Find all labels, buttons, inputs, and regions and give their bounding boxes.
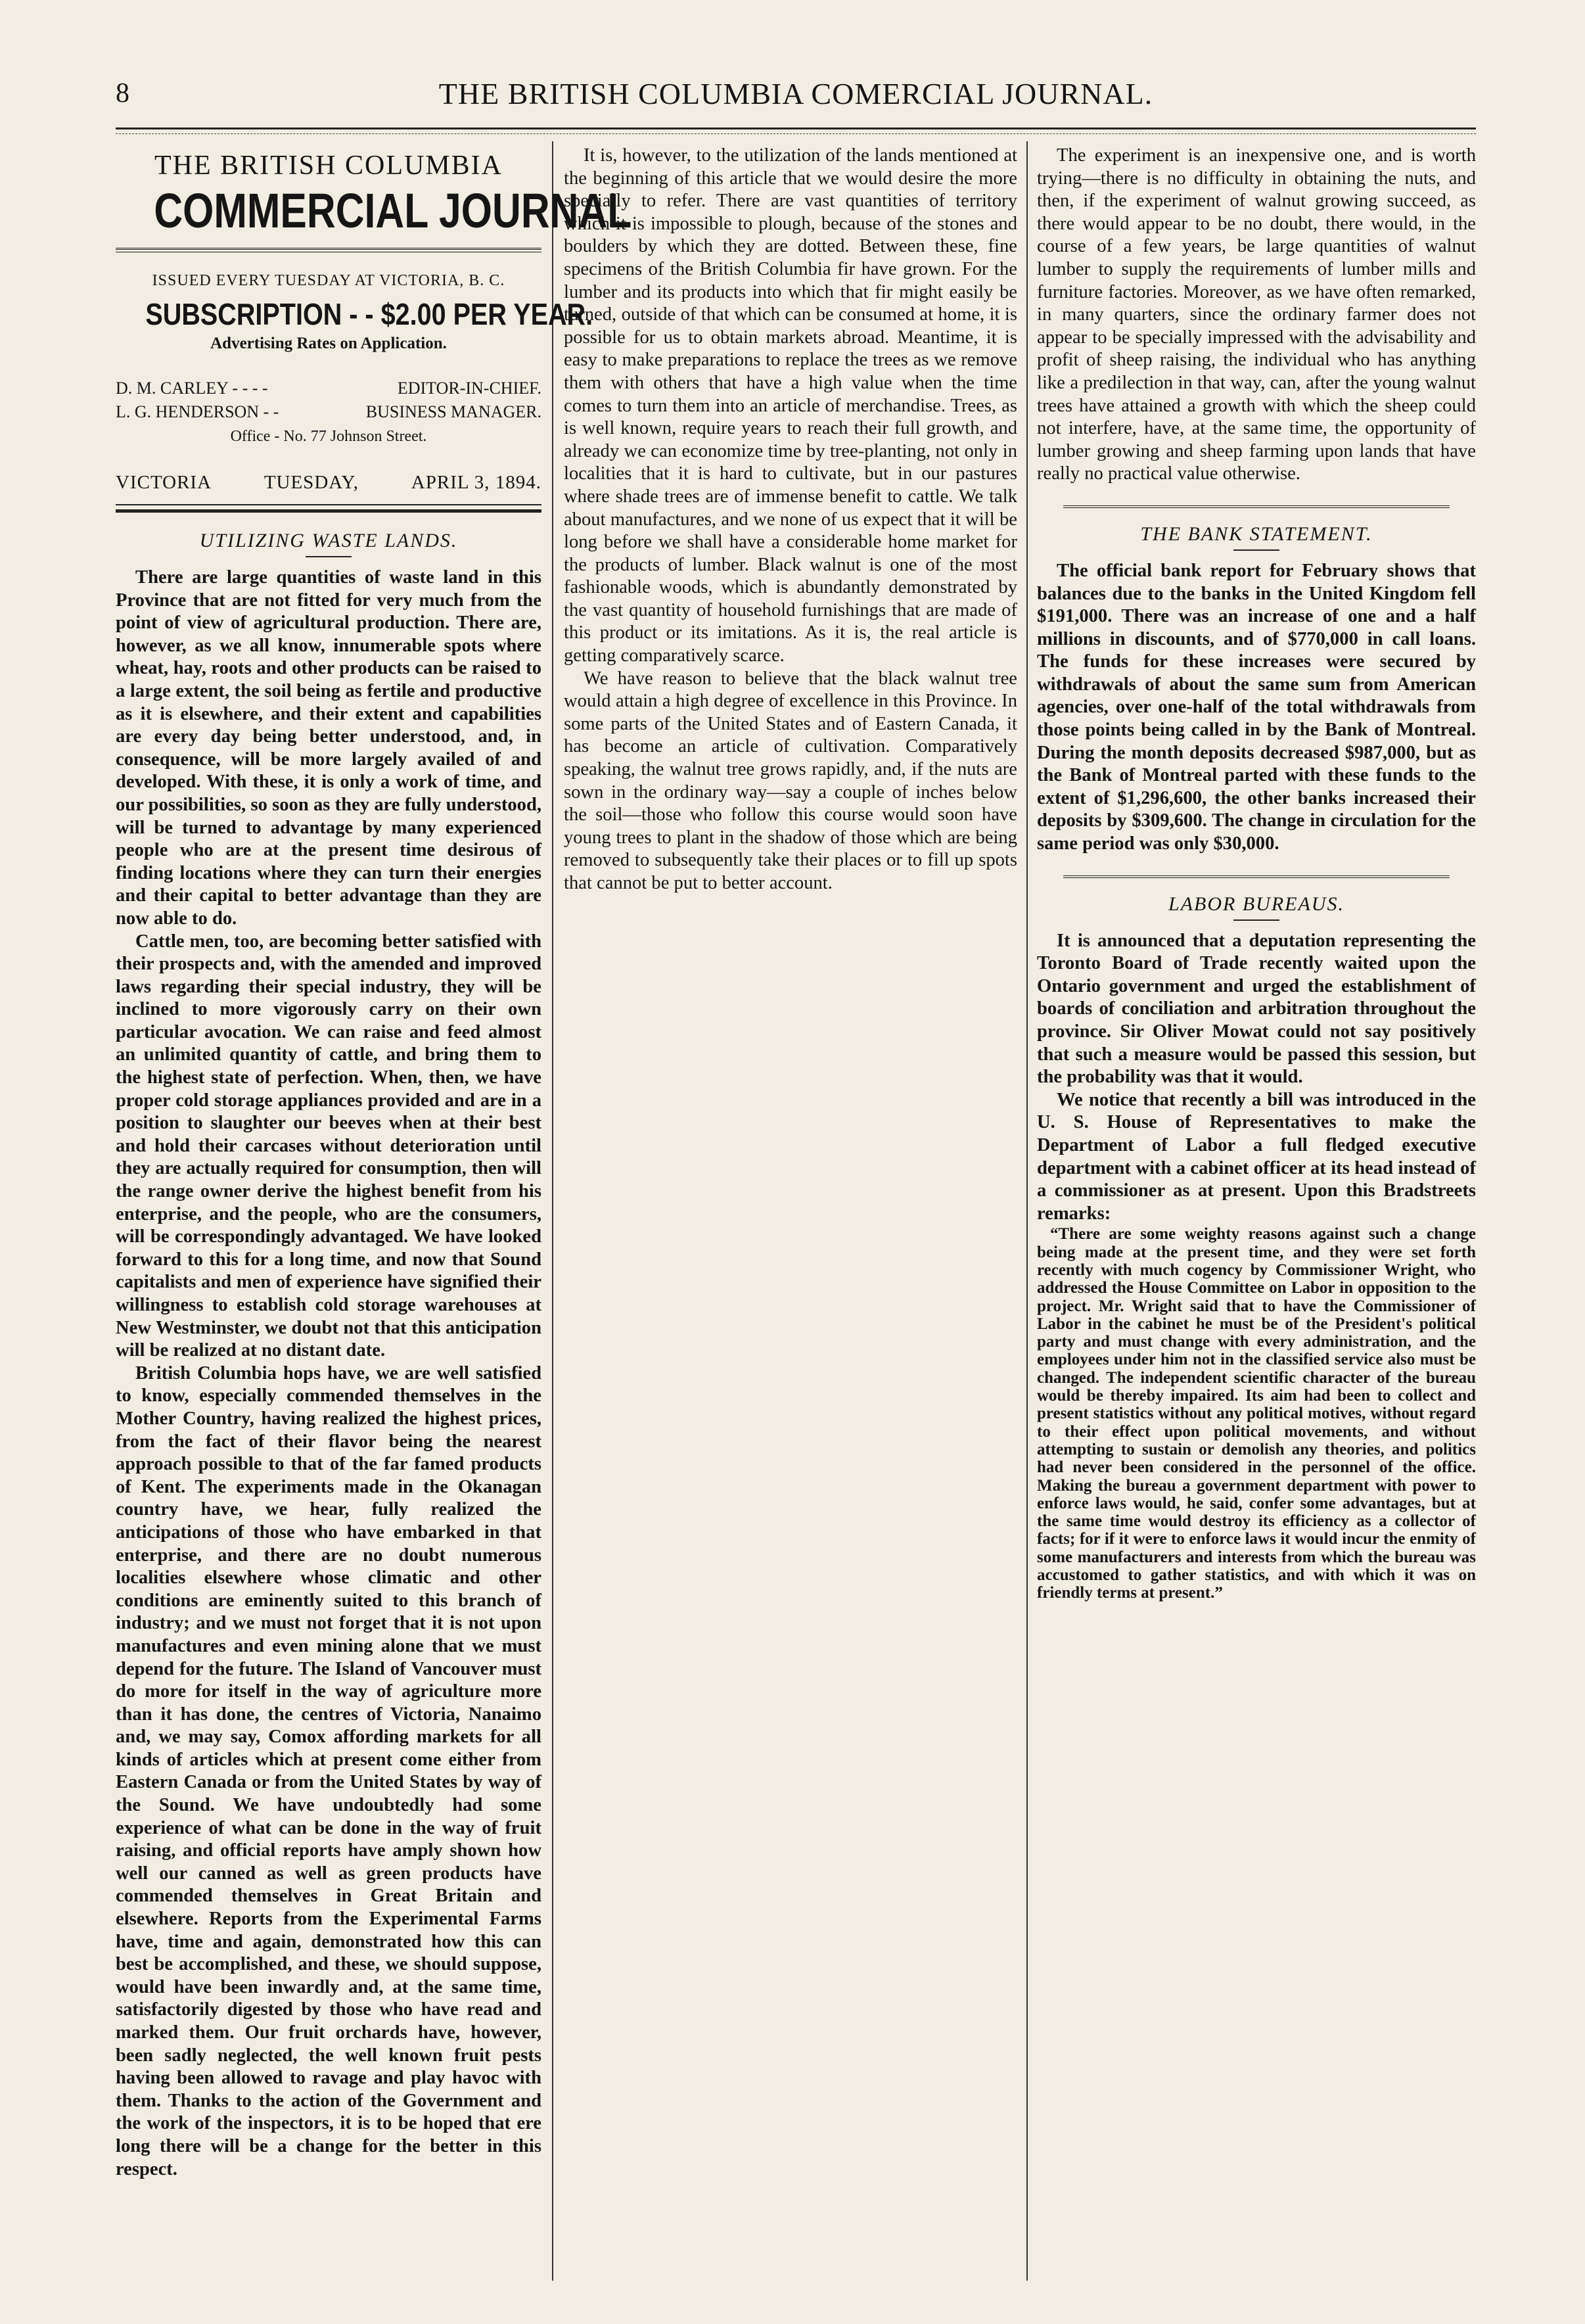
article-paragraph: Cattle men, too, are becoming better satisfied with their prospects and, with the amended and improved laws regarding their special industry, they will be inclined to more vigorously carry on their own particular avocation. We can raise and feed almost an unlimited quantity of cattle, and bring them to the highest state of perfection. When, then, we have proper cold storage appliances provided and are in a position to slaughter our beeves when at their best and hold their carcases without deterioration until they are actually required for consumption, then will the range owner derive the highest benefit from his enterprise, and the people, who are the consumers, will be correspondingly advantaged. We have looked forward to this for a long time, and now that Sound capitalists and men of experience have signified their willingness to establish cold storage warehouses at New Westminster, we doubt not that this anticipation will be realized at no distant date. [116, 931, 541, 1361]
article-paragraph: We have reason to believe that the black walnut tree would attain a high degree of excellence in this Province. In some parts of the United States and of Eastern Canada, it has become an article of cultivation. Comparatively speaking, the walnut tree grows rapidly, and, if the nuts are sown in the ordinary way—say a couple of inches below the soil—those who follow this course would soon have young trees to plant in the shadow of those which are being removed to subsequently take their places or to fill up spots that cannot be put to better account. [564, 668, 1017, 893]
column-1 [116, 145, 632, 2277]
running-title: THE BRITISH COLUMBIA COMERCIAL JOURNAL. [438, 77, 1153, 110]
column-rule [552, 141, 553, 2281]
article-paragraph: British Columbia hops have, we are well satisfied to know, especially commended themselves in the Mother Country, having realized the highest prices, from the fact of their flavor being the nearest approach possible to that of the far famed products of Kent. The experiments made in the Okanagan country have, we hear, fully realized the anticipations of those who have embarked in that enterprise, and there are no doubt numerous localities elsewhere whose climatic and other conditions are eminently suited to this branch of industry; and we must not forget that it is not upon manufactures and even mining alone that we must depend for the future. The Island of Vancouver must do more for itself in the way of agriculture more than it has done, the centres of Victoria, Nanaimo and, we may say, Comox affording markets for all kinds of articles which at present come either from Eastern Canada or from the United States by way of the Sound. We have undoubtedly had some experience of what can be done in the way of fruit raising, and official reports have amply shown how well our canned as well as green products have commended themselves in Great Britain and elsewhere. Reports from the Experimental Farms have, time and again, demonstrated how this can best be accomplished, and these, we should suppose, would have been inwardly and, at the same time, satisfactorily digested by those who have read and marked them. Our fruit orchards have, however, been sadly neglected, the well known fruit pests having been allowed to ravage and play havoc with them. Thanks to the action of the Government and the work of the inspectors, it is to be hoped that ere long there will be a change for the better in this respect. [116, 1362, 541, 2179]
header-rule-dashed [116, 133, 1476, 134]
staff-name: L. G. HENDERSON - - [116, 402, 279, 421]
staff-row [116, 400, 541, 424]
article-paragraph: It is, however, to the utilization of the lands mentioned at the beginning of this article that we would desire the more specially to refer. There are vast quantities of territory which it is impossible to plough, because of the stones and boulders by which they are dotted. Between these, fine specimens of the British Columbia fir have grown. For the lumber and its products into which that fir might easily be turned, outside of that which can be consumed at home, it is possible for us to obtain markets abroad. Meantime, it is easy to make preparations to replace the trees as we remove them with others that have a high value when the time comes to turn them into an article of merchandise. Trees, as is well known, require years to reach their full growth, and already we can economize time by tree-planting, not only in localities that it is hard to cultivate, but in our pastures where shade trees are of immense benefit to cattle. We talk about manufactures, and we none of us expect that it will be long before we shall have a considerable home market for the products of lumber. Black walnut is one of the most fashionable woods, which is abundantly demonstrated by the vast quantity of household furnishings that are made of this product or its imitations. As it is, the real article is getting comparatively scarce. [564, 145, 1017, 666]
header-rule [116, 128, 1476, 129]
article-title: LABOR BUREAUS. [1168, 893, 1344, 915]
office-address: Office - No. 77 Johnson Street. [230, 428, 427, 445]
page-number: 8 [116, 78, 129, 108]
column-2 [564, 145, 1017, 2277]
article-paragraph: We notice that recently a bill was introduced in the U. S. House of Representatives to make the Department of Labor a full fledged executive department with a cabinet officer at its head instead of a commissioner as at present. Upon this Bradstreets remarks: [1037, 1089, 1476, 1224]
title-rule [1233, 549, 1279, 551]
staff-row [116, 377, 541, 400]
issued-line: ISSUED EVERY TUESDAY AT VICTORIA, B. C. [152, 272, 505, 289]
dateline-rule-thick [116, 509, 541, 513]
column-3 [1037, 145, 1476, 2277]
article-paragraph: There are large quantities of waste land in this Province that are not fitted for very much from the point of view of agricultural production. There are, however, as we all know, innumerable spots where wheat, hay, roots and other products can be raised to a large extent, the soil being as fertile and productive as it is elsewhere, and their extent and capabilities are every day being better understood, and, in consequence, will be more largely availed of and developed. With these, it is only a work of time, and our possibilities, so soon as they are fully understood, will be turned to advantage by many experienced people who are at the present time desirous of finding locations where they can turn their energies and their capital to better advantage than they are now able to do. [116, 567, 541, 929]
dateline-date: APRIL 3, 1894. [411, 472, 541, 493]
subscription-price: SUBSCRIPTION - - $2.00 PER YEAR. [145, 297, 593, 331]
section-rule [1063, 875, 1450, 880]
staff-name: D. M. CARLEY - - - - [116, 379, 268, 398]
quoted-passage: “There are some weighty reasons against such a change being made at the present time, and they were set forth recently with much cogency by Commissioner Wright, who addressed the House Committee on Labor in opposition to the project. Mr. Wright said that to have the Commissioner of Labor in the cabinet he must be of the President's political party and must change with every administration, and the employees under him not in the classified service also must be changed. The independent scientific character of the bureau would be thereby impaired. Its aim had been to collect and present statistics without any political motives, without regard to their effect upon political movements, and without attempting to sustain or demolish any theories, and politics had never been considered in the personnel of the office. Making the bureau a government department with power to enforce laws would, he said, confer some advantages, but at the same time would destroy its efficiency as a collector of facts; for if it were to enforce laws it would incur the enmity of some manufacturers and interests from which the bureau was accustomed to gather statistics, and with which it was on friendly terms at present.” [1037, 1225, 1476, 1602]
article-paragraph: The official bank report for February shows that balances due to the banks in the United Kingdom fell $191,000. There was an increase of one and a half millions in discounts, and of $770,000 in call loans. The funds for these increases were secured by withdrawals of about the same sum from American agencies, over one-half of the total withdrawals from those points being called in by the Bank of Montreal. During the month deposits decreased $987,000, but as the Bank of Montreal parted with these funds to the extent of $1,296,600, the other banks increased their deposits by $309,600. The change in circulation for the same period was only $30,000. [1037, 560, 1476, 854]
title-rule [306, 556, 352, 557]
masthead-name-line1: THE BRITISH COLUMBIA [154, 151, 503, 181]
article-title: UTILIZING WASTE LANDS. [199, 530, 458, 551]
masthead [116, 150, 632, 513]
article-title: THE BANK STATEMENT. [1140, 523, 1373, 545]
dateline-rule [116, 504, 541, 505]
dateline [116, 472, 541, 494]
masthead-rule [116, 248, 541, 252]
dateline-place: VICTORIA [116, 472, 212, 493]
staff-role: EDITOR-IN-CHIEF. [397, 379, 541, 398]
section-rule [1063, 505, 1450, 510]
staff-role: BUSINESS MANAGER. [365, 402, 541, 421]
staff-list [116, 377, 541, 424]
article-paragraph: It is announced that a deputation representing the Toronto Board of Trade recently waited upon the Ontario government and urged the establishment of boards of conciliation and arbitration throughout the province. Sir Oliver Mowat could not say positively that such a measure would be passed this session, but the probability was that it would. [1037, 930, 1476, 1088]
dateline-day: TUESDAY, [264, 472, 359, 493]
page-header [116, 72, 1476, 118]
masthead-name-line2: COMMERCIAL JOURNAL [154, 183, 632, 238]
title-rule [1233, 919, 1279, 921]
column-rule [1026, 141, 1028, 2281]
advertising-line: Advertising Rates on Application. [210, 335, 447, 352]
article-paragraph: The experiment is an inexpensive one, and is worth trying—there is no difficulty in obtaining the nuts, and then, if the experiment of walnut growing succeed, as there would appear to be no doubt, there would, in the course of a few years, be large quantities of walnut lumber to supply the requirements of lumber mills and furniture factories. Moreover, as we have often remarked, in many quarters, since the ordinary farmer does not appear to be specially impressed with the advisability and profit of sheep raising, the individual who has anything like a predilection in that way, can, after the young walnut trees have attained a growth with which the sheep could not interfere, have, at the same time, the opportunity of lumber growing and sheep farming upon lands that have really no practical value otherwise. [1037, 145, 1476, 484]
